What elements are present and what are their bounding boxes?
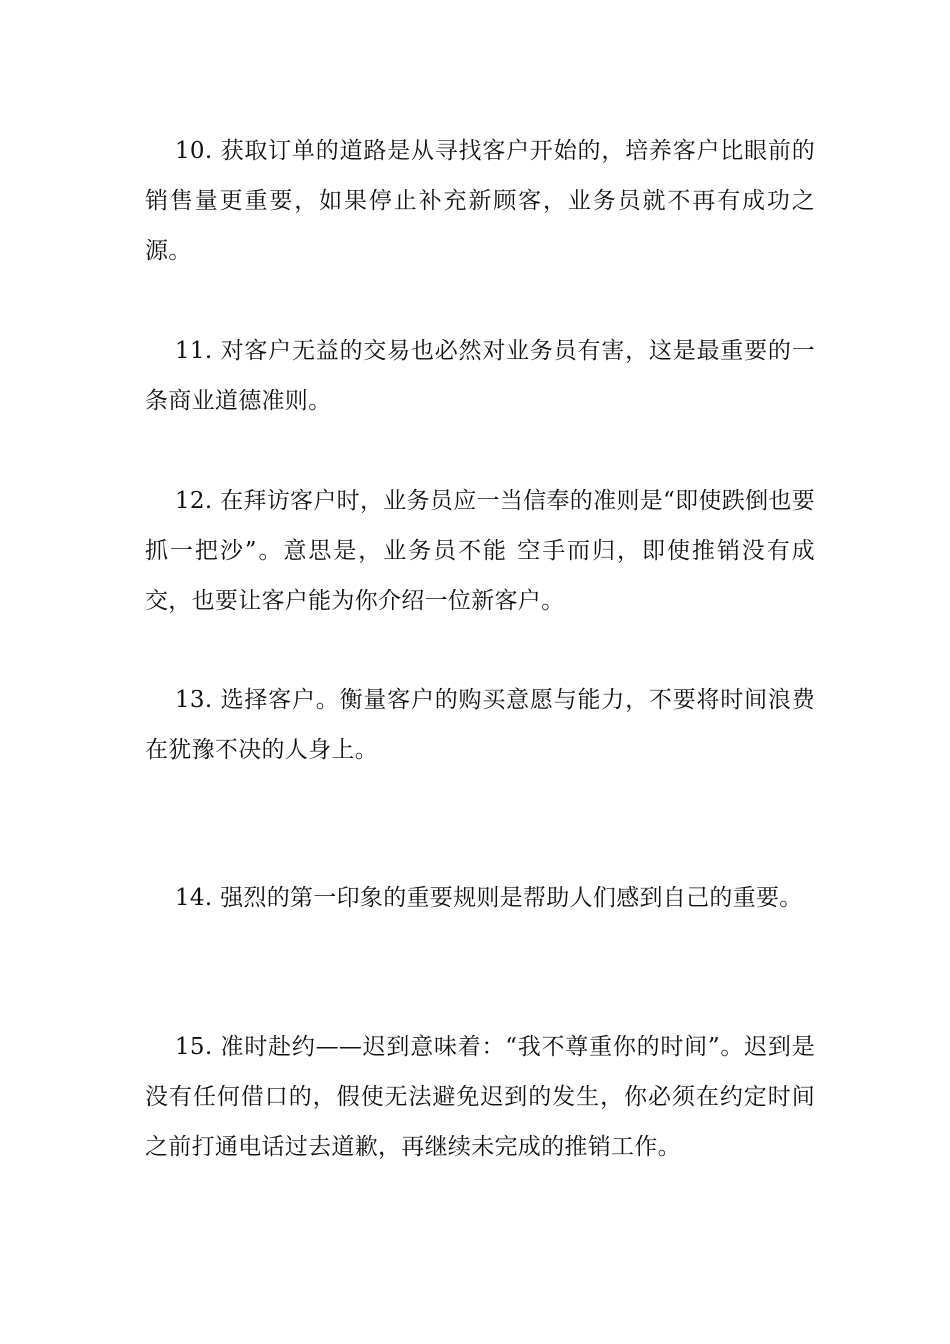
- paragraph-15: 15. 准时赴约——迟到意味着：“我不尊重你的时间”。迟到是没有任何借口的，假使无法避免迟到的发生，你必须在约定时间之前打通电话过去道歉，再继续未完成的推销工作。: [145, 1034, 815, 1160]
- paragraph-13: 13. 选择客户。衡量客户的购买意愿与能力，不要将时间浪费在犹豫不决的人身上。: [145, 687, 815, 763]
- paragraph-12: 12. 在拜访客户时，业务员应一当信奉的准则是“即使跌倒也要抓一把沙”。意思是，业务员不能 空手而归，即使推销没有成交，也要让客户能为你介绍一位新客户。: [145, 488, 815, 614]
- paragraph-14: 14. 强烈的第一印象的重要规则是帮助人们感到自己的重要。: [175, 885, 803, 911]
- paragraph-11: 11. 对客户无益的交易也必然对业务员有害，这是最重要的一条商业道德准则。: [145, 338, 815, 414]
- paragraph-10: 10. 获取订单的道路是从寻找客户开始的，培养客户比眼前的销售量更重要，如果停止补充新顾客，业务员就不再有成功之源。: [145, 138, 815, 264]
